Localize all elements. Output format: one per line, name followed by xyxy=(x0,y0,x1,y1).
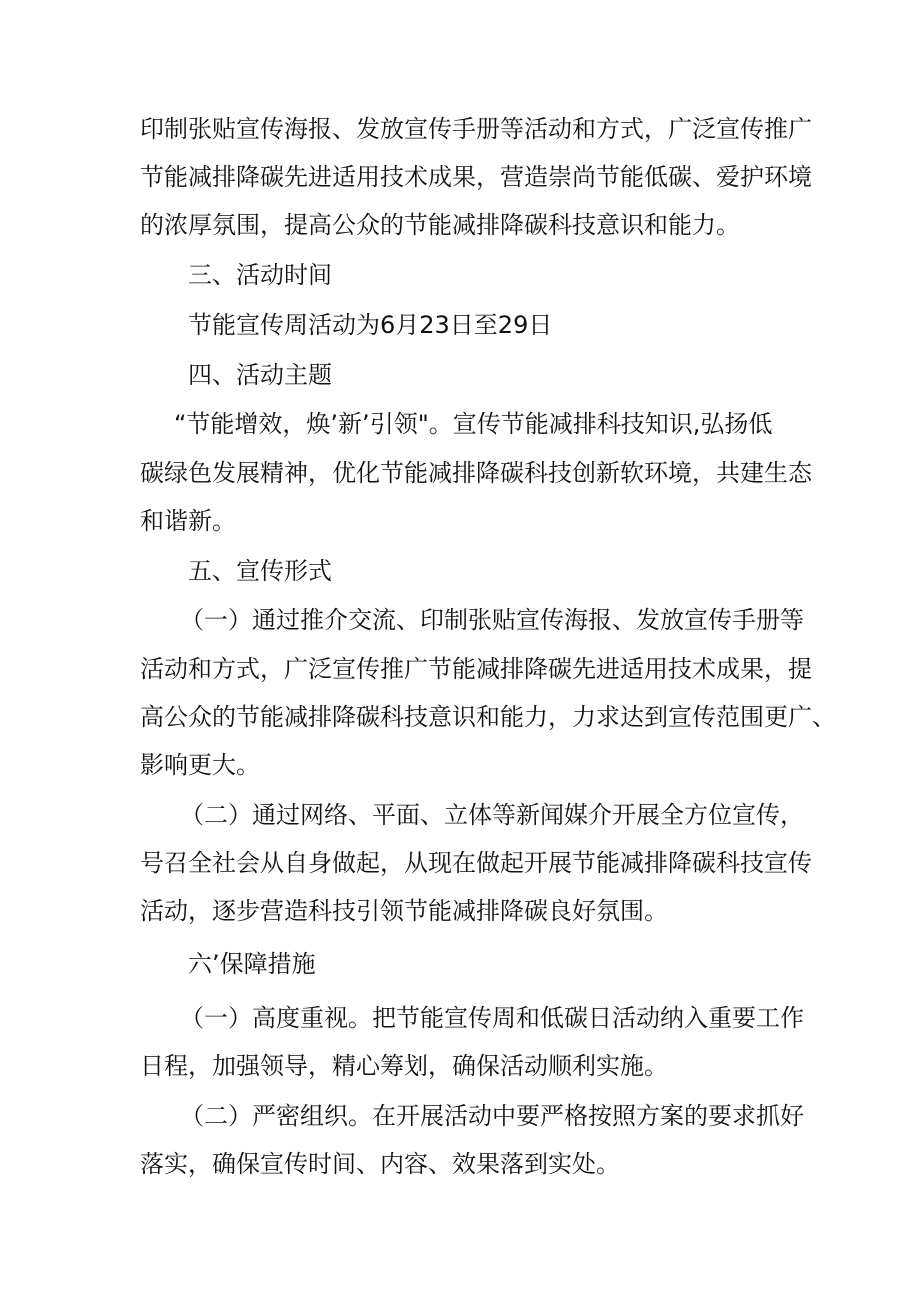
section-heading: 三、活动时间 xyxy=(188,261,332,289)
section-heading: 四、活动主题 xyxy=(188,361,332,389)
paragraph-line: （一）通过推介交流、印制张贴宣传海报、发放宣传手册等 xyxy=(180,606,804,634)
paragraph-line: 高公众的节能减排降碳科技意识和能力，力求达到宣传范围更广、 xyxy=(140,703,836,731)
paragraph-line: （二）通过网络、平面、立体等新闻媒介开展全方位宣传， xyxy=(180,801,804,829)
paragraph-line: 落实，确保宣传时间、内容、效果落到实处。 xyxy=(140,1150,620,1178)
section-heading: 六’保障措施 xyxy=(188,950,316,978)
paragraph-line: 影响更大。 xyxy=(140,751,260,779)
paragraph-line: “节能增效，焕’新’引领"。宣传节能减排科技知识,弘扬低 xyxy=(174,410,773,438)
paragraph-line: 节能宣传周活动为6月23日至29日 xyxy=(188,311,553,339)
paragraph-line: 印制张贴宣传海报、发放宣传手册等活动和方式，广泛宣传推广 xyxy=(140,115,812,143)
paragraph-line: 活动和方式，广泛宣传推广节能减排降碳先进适用技术成果，提 xyxy=(140,655,812,683)
paragraph-line: 碳绿色发展精神，优化节能减排降碳科技创新软环境，共建生态 xyxy=(140,459,812,487)
paragraph-line: （二）严密组织。在开展活动中要严格按照方案的要求抓好 xyxy=(180,1102,804,1130)
paragraph-line: 号召全社会从自身做起，从现在做起开展节能减排降碳科技宣传 xyxy=(140,849,812,877)
section-heading: 五、宣传形式 xyxy=(188,557,332,585)
paragraph-line: 活动，逐步营造科技引领节能减排降碳良好氛围。 xyxy=(140,897,668,925)
paragraph-line: （一）高度重视。把节能宣传周和低碳日活动纳入重要工作 xyxy=(180,1004,804,1032)
paragraph-line: 的浓厚氛围，提高公众的节能减排降碳科技意识和能力。 xyxy=(140,211,740,239)
paragraph-line: 和谐新。 xyxy=(140,507,236,535)
paragraph-line: 节能减排降碳先进适用技术成果，营造崇尚节能低碳、爱护环境 xyxy=(140,163,812,191)
paragraph-line: 日程，加强领导，精心筹划，确保活动顺利实施。 xyxy=(140,1052,668,1080)
